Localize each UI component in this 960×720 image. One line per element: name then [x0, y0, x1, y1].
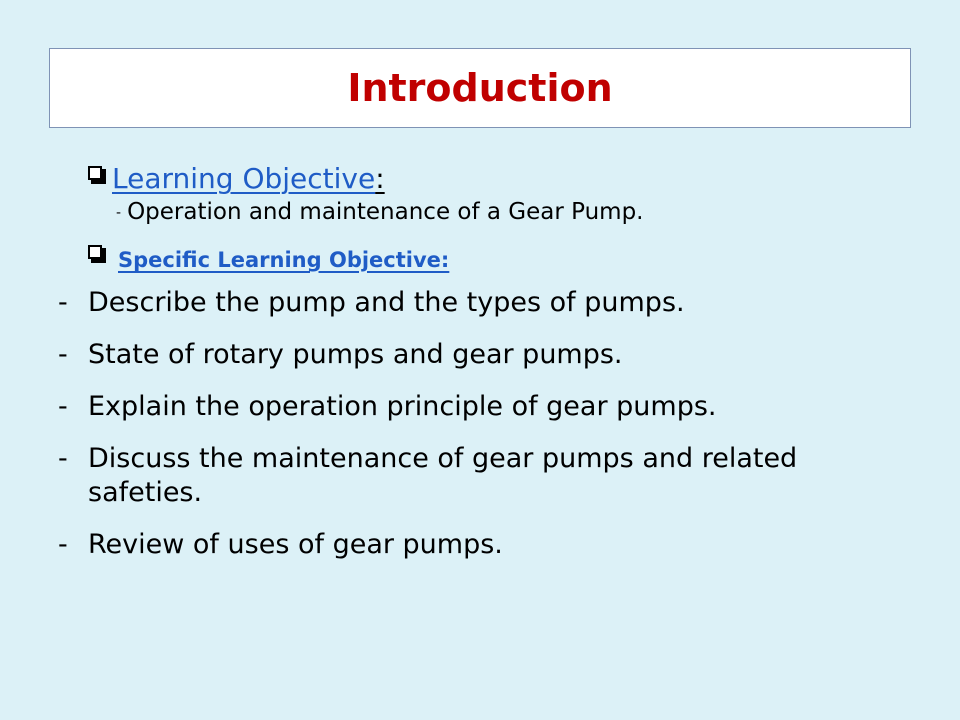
dash-bullet: -: [58, 391, 68, 422]
specific-objective-link[interactable]: Specific Learning Objective:: [118, 248, 450, 272]
list-item-text: Explain the operation principle of gear pumps.: [88, 391, 717, 422]
learning-objective-colon: :: [375, 162, 385, 195]
slide-content: [58, 162, 918, 580]
list-item: [58, 286, 918, 320]
list-item: [58, 390, 918, 424]
dash-bullet: -: [58, 287, 68, 318]
list-item: [58, 528, 918, 562]
learning-objective-row: [88, 162, 918, 195]
learning-objective-link[interactable]: Learning Objective: [112, 162, 376, 195]
list-item: [58, 338, 918, 372]
specific-objective-row: [88, 247, 918, 272]
list-item: [58, 442, 918, 510]
objective-list: [58, 286, 918, 562]
list-item-text: Review of uses of gear pumps.: [88, 529, 503, 560]
title-box: [49, 48, 911, 128]
list-item-text: State of rotary pumps and gear pumps.: [88, 339, 623, 370]
description-dash: -: [116, 205, 122, 221]
description-text: Operation and maintenance of a Gear Pump.: [127, 199, 644, 225]
dash-bullet: -: [58, 529, 68, 560]
list-item-text: Describe the pump and the types of pumps.: [88, 287, 685, 318]
dash-bullet: -: [58, 339, 68, 370]
learning-objective-description: [116, 199, 918, 225]
checkbox-bullet-icon: [88, 166, 108, 186]
list-item-text: Discuss the maintenance of gear pumps and related safeties.: [88, 443, 798, 508]
slide-title: Introduction: [347, 66, 613, 110]
dash-bullet: -: [58, 443, 68, 474]
checkbox-bullet-icon: [88, 245, 108, 265]
